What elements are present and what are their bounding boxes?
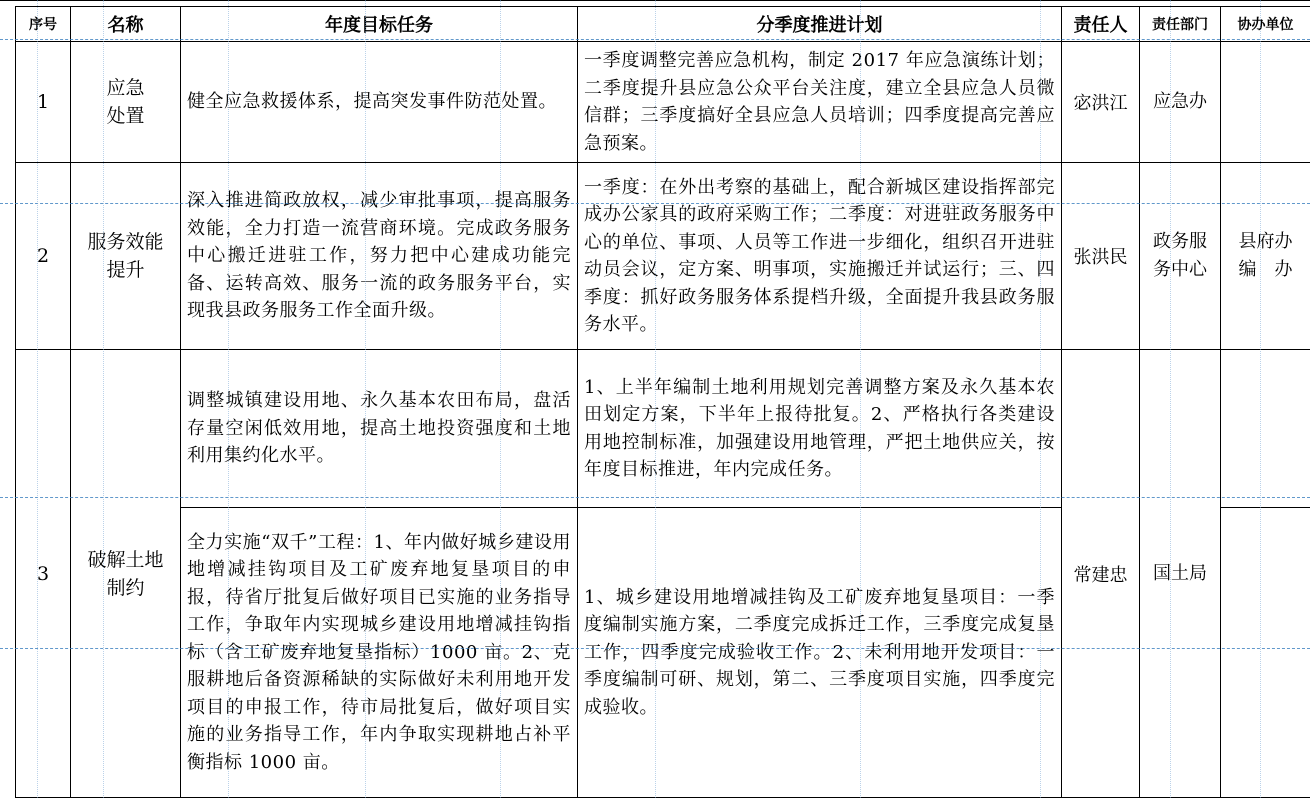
guide-line [37, 0, 38, 798]
guide-line [860, 0, 861, 798]
row-name-text: 应急 处置 [106, 77, 145, 127]
table-row [16, 42, 1310, 163]
row-plan: 一季度：在外出考察的基础上，配合新城区建设指挥部完成办公家具的政府采购工作；二季度：对进驻政务服务中心的单位、事项、人员等工作进一步细化，组织召开进驻动员会议，定方案、明事项，实施搬迁并试运行；三、四季度：抓好政务服务体系提档升级，全面提升我县政务服务水平。 [578, 163, 1062, 350]
row-plan-a: 1、上半年编制土地利用规划完善调整方案及永久基本农田划定方案，下半年上报待批复。2、严格执行各类建设用地控制标准，加强建设用地管理，严把土地供应关，按年度目标推进，年内完成任务。 [578, 350, 1062, 508]
row-person: 宓洪江 [1062, 42, 1140, 163]
row-seq: 2 [16, 163, 71, 350]
guide-line [500, 0, 501, 798]
header-plan: 分季度推进计划 [578, 7, 1062, 42]
row-assist-text: 县府办 编 办 [1238, 231, 1293, 280]
guide-line [103, 0, 104, 798]
header-assist: 协办单位 [1221, 7, 1310, 42]
task-table [15, 6, 1310, 798]
row-goal: 深入推进简政放权，减少审批事项，提高服务效能，全力打造一流营商环境。完成政务服务中心搬迁进驻工作，努力把中心建成功能完备、运转高效、服务一流的政务服务平台，实现我县政务服务工作全面升级。 [181, 163, 578, 350]
row-assist [1221, 163, 1310, 350]
guide-line [228, 0, 229, 798]
header-dept: 责任部门 [1140, 7, 1221, 42]
row-name [71, 42, 181, 163]
header-seq: 序号 [16, 7, 71, 42]
row-goal-a: 调整城镇建设用地、永久基本农田布局，盘活存量空闲低效用地，提高土地投资强度和土地利用集约化水平。 [181, 350, 578, 508]
header-person: 责任人 [1062, 7, 1140, 42]
guide-line [1040, 0, 1041, 798]
header-row [16, 7, 1310, 42]
row-dept: 应急办 [1140, 42, 1221, 163]
row-dept [1140, 163, 1221, 350]
row-name [71, 163, 181, 350]
guide-line [1260, 0, 1261, 798]
guide-line [365, 0, 366, 798]
row-name [71, 350, 181, 798]
table-row [16, 163, 1310, 350]
row-assist [1221, 42, 1310, 163]
row-name-text: 服务效能 提升 [87, 231, 164, 281]
row-seq: 1 [16, 42, 71, 163]
row-person: 张洪民 [1062, 163, 1140, 350]
row-dept: 国土局 [1140, 350, 1221, 798]
row-name-text: 破解土地 制约 [87, 548, 164, 599]
guide-line [655, 0, 656, 798]
row-assist-b [1221, 508, 1310, 798]
row-goal: 健全应急救援体系，提高突发事件防范处置。 [181, 42, 578, 163]
header-goal: 年度目标任务 [181, 7, 578, 42]
row-goal-b: 全力实施“双千”工程：1、年内做好城乡建设用地增减挂钩项目及工矿废弃地复垦项目的申报，待省厅批复后做好项目已实施的业务指导工作，争取年内实现城乡建设用地增减挂钩指标（含工矿废弃地复垦指标）1000 亩。2、克服耕地后备资源稀缺的实际做好未利用地开发项目的申报工作，待市局批复后，做好项目实施的业务指导工作，年内争取实现耕地占补平衡指标 1000 亩。 [181, 508, 578, 798]
table-row [16, 350, 1310, 508]
row-seq: 3 [16, 350, 71, 798]
row-plan: 一季度调整完善应急机构，制定 2017 年应急演练计划；二季度提升县应急公众平台关注度，建立全县应急人员微信群；三季度搞好全县应急人员培训；四季度提高完善应急预案。 [578, 42, 1062, 163]
guide-line [1170, 0, 1171, 798]
row-plan-b: 1、城乡建设用地增减挂钩及工矿废弃地复垦项目：一季度编制实施方案，二季度完成拆迁工作，三季度完成复垦工作，四季度完成验收工作。2、未利用地开发项目：一季度编制可研、规划，第二、三季度项目实施，四季度完成验收。 [578, 508, 1062, 798]
row-dept-text: 政务服 务中心 [1153, 231, 1207, 280]
row-assist [1221, 350, 1310, 508]
row-person: 常建忠 [1062, 350, 1140, 798]
header-name: 名称 [71, 7, 181, 42]
